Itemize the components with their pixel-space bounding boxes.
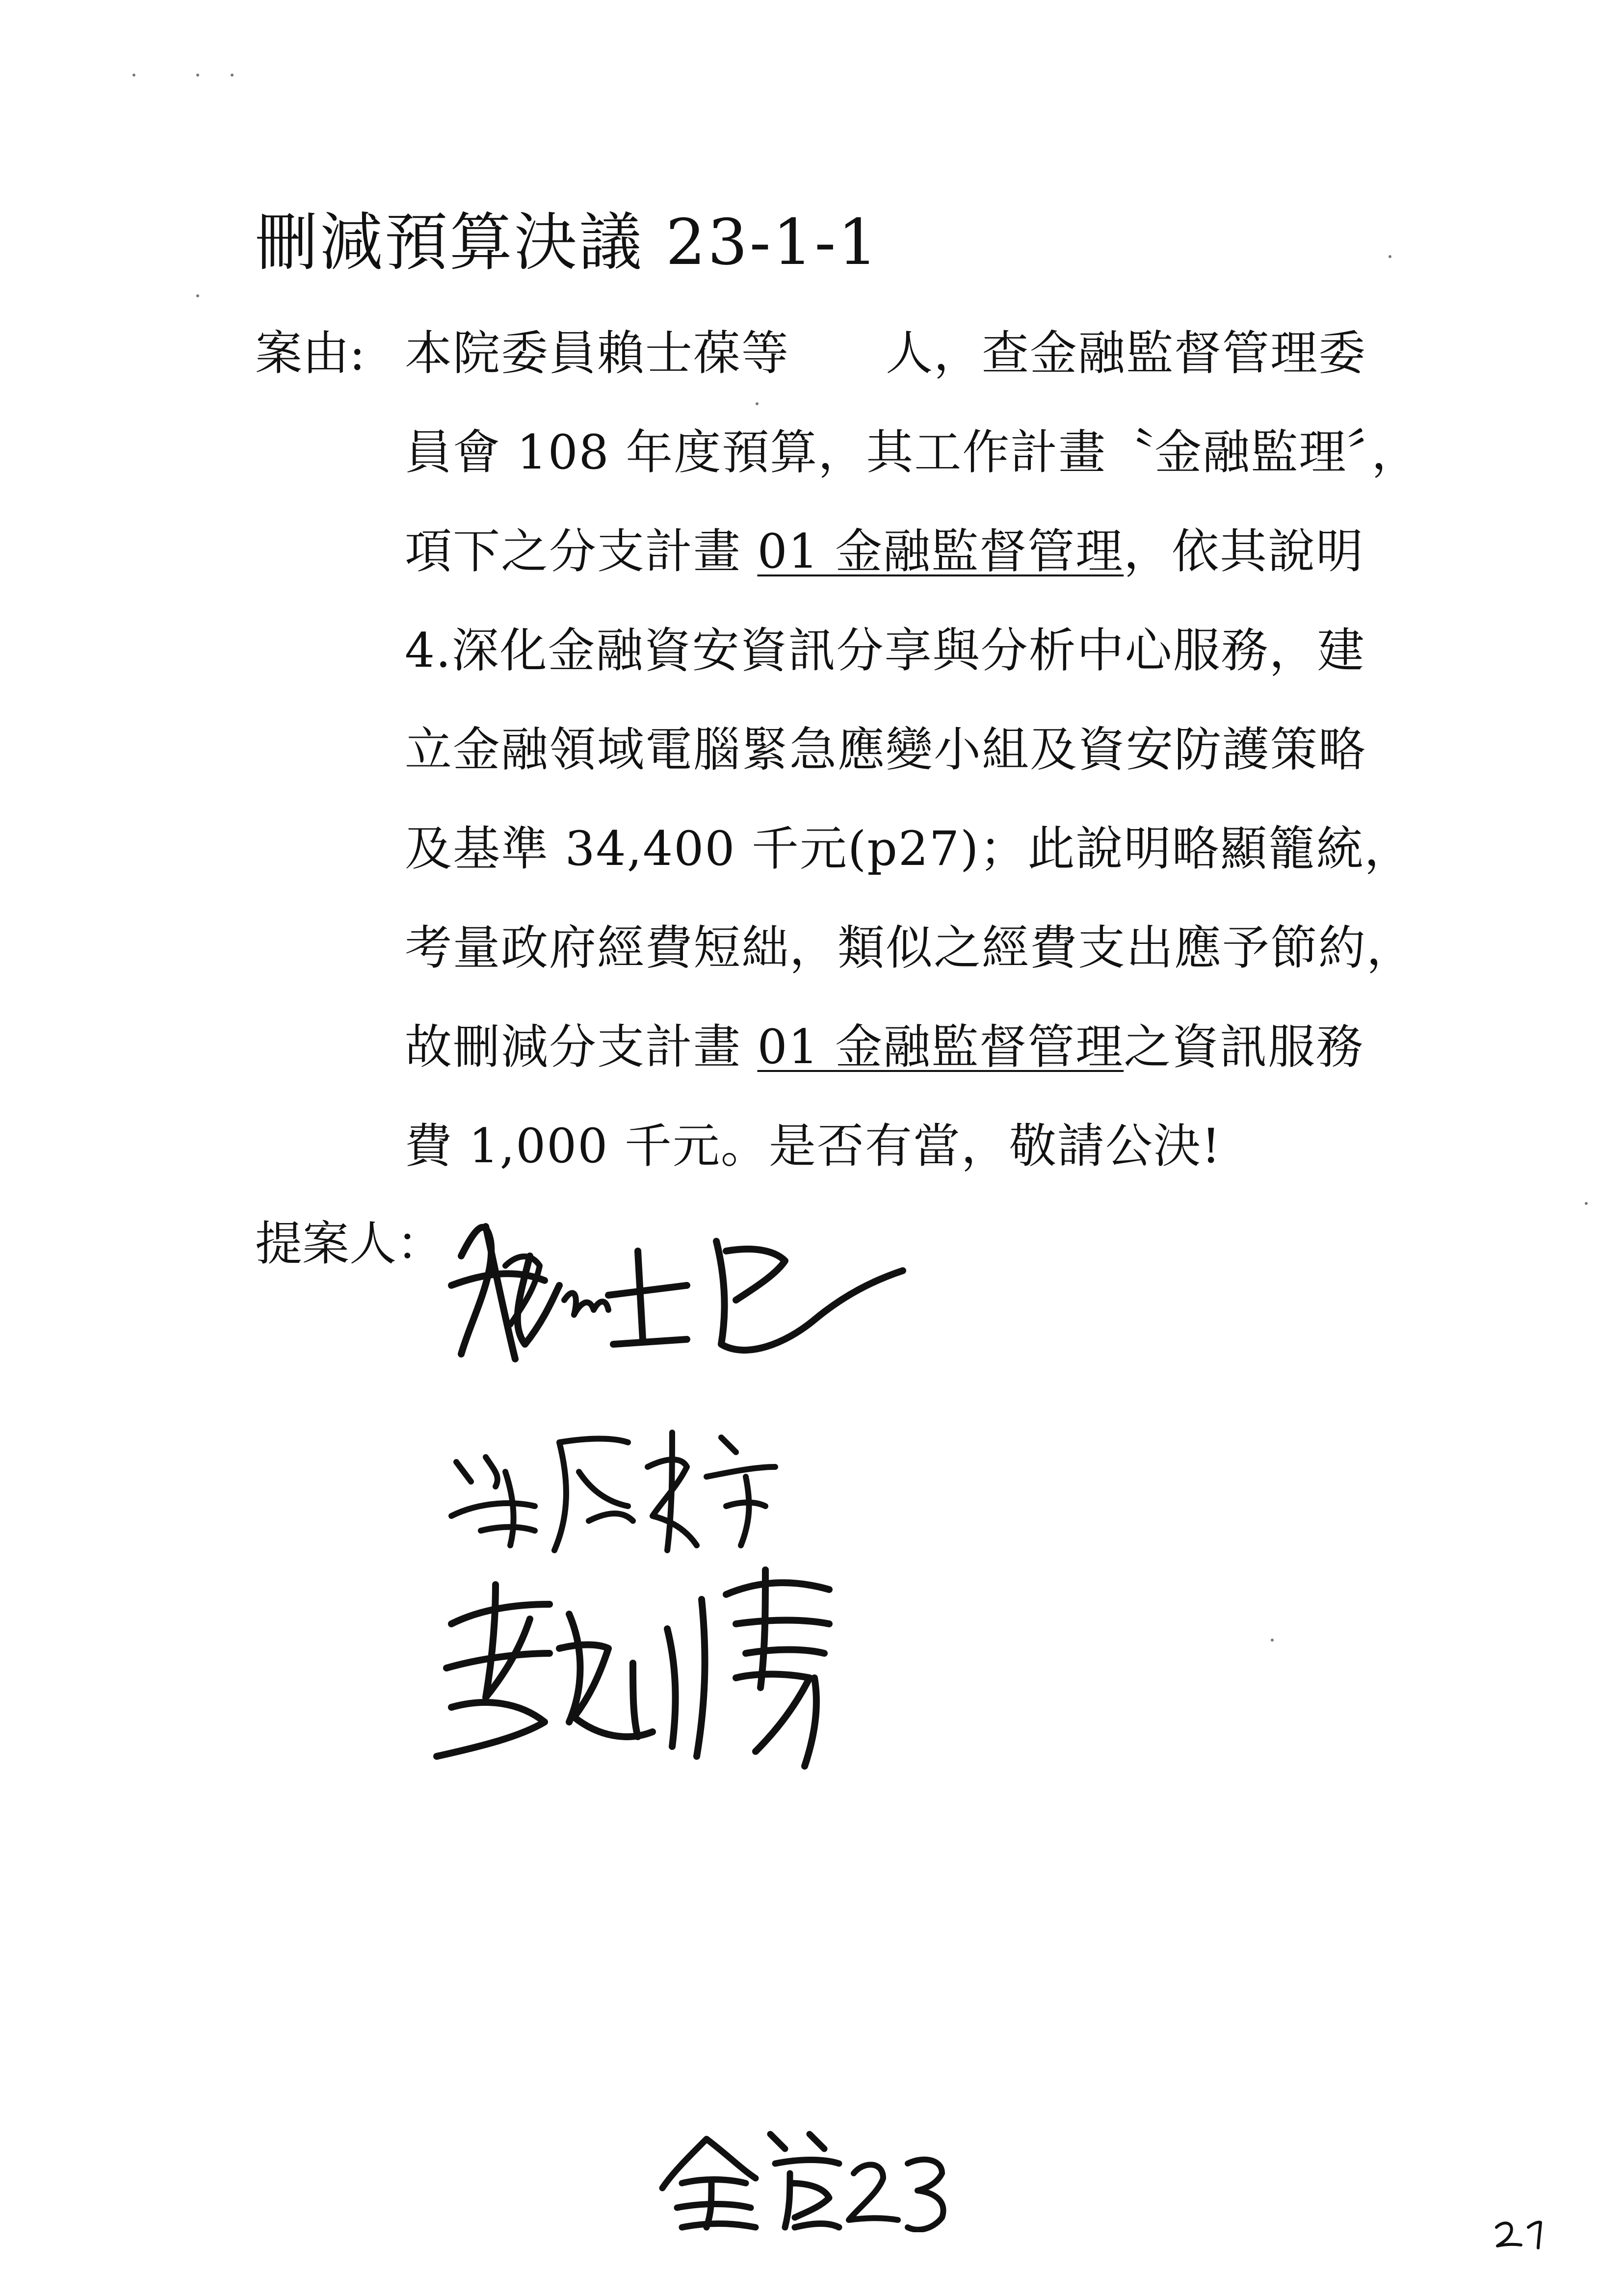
reason-text: 4.深化金融資安資訊分享與分析中心服務，建 [405, 623, 1365, 678]
scan-speck [196, 294, 199, 297]
reason-line [405, 522, 1364, 581]
reason-text: 費 1,000 千元。是否有當，敬請公決! [405, 1119, 1222, 1174]
reason-line [405, 1018, 1364, 1076]
reason-line [405, 324, 1366, 383]
signature-1 [432, 1197, 947, 1385]
page-number-mark [1492, 2213, 1550, 2254]
reason-text: ，依其說明 [1124, 524, 1364, 579]
scan-speck [231, 74, 234, 77]
reason-label: 案由: [255, 326, 366, 381]
reason-text: 員會 108 年度預算，其工作計畫〝金融監理〞， [405, 425, 1420, 480]
reason-text: 故刪減分支計畫 [405, 1019, 758, 1074]
scan-speck [756, 402, 759, 405]
signature-3 [422, 1550, 903, 1778]
scan-speck [196, 74, 199, 77]
underlined-program-name: 01 金融監督管理 [757, 1019, 1124, 1074]
reason-text: 項下之分支計畫 [405, 524, 758, 579]
reason-line [405, 1117, 1221, 1175]
reason-text: 之資訊服務 [1124, 1019, 1364, 1074]
scan-speck [1585, 1202, 1588, 1205]
scan-speck [132, 74, 135, 77]
document-title: 刪減預算決議 23-1-1 [255, 206, 880, 279]
footer-handwritten-mark [653, 2114, 957, 2234]
reason-line [405, 918, 1414, 977]
reason-text: 本院委員賴士葆等 人，查金融監督管理委 [405, 326, 1366, 381]
scan-speck [1388, 255, 1391, 258]
reason-line [405, 621, 1365, 680]
reason-text: 考量政府經費短絀，類似之經費支出應予節約， [405, 920, 1414, 975]
reason-text: 立金融領域電腦緊急應變小組及資安防護策略 [405, 722, 1366, 777]
reason-line [405, 423, 1419, 482]
proposer-label: 提案人： [255, 1216, 444, 1271]
signature-2 [442, 1403, 785, 1562]
reason-line [405, 819, 1412, 878]
reason-text: 及基準 34,400 千元(p27)；此說明略顯籠統， [405, 821, 1413, 876]
reason-line [405, 720, 1366, 779]
underlined-program-name: 01 金融監督管理 [757, 524, 1124, 579]
scan-speck [1271, 1639, 1274, 1642]
